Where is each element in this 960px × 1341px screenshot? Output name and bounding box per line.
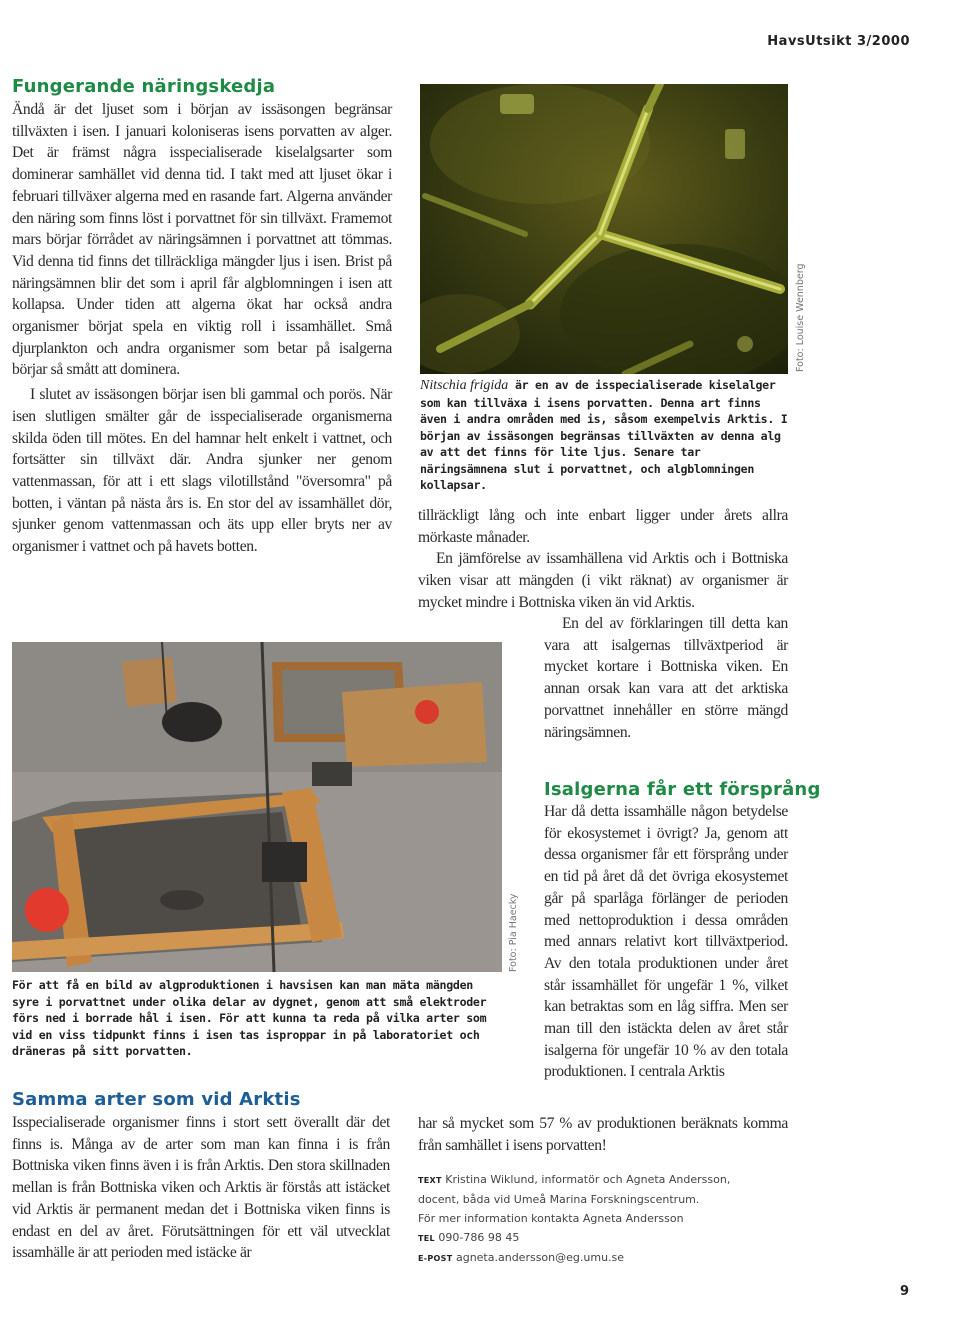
right-column-text-narrow	[544, 613, 788, 743]
section-heading-arktis: Samma arter som vid Arktis	[12, 1089, 301, 1110]
paragraph: tillräckligt lång och inte enbart ligger under årets allra mörkaste månader.	[418, 507, 788, 546]
phone-number: 090-786 98 45	[438, 1231, 520, 1244]
section-heading-forsprang: Isalgerna får ett försprång	[544, 779, 821, 800]
contact-line: För mer information kontakta Agneta Andersson	[418, 1212, 684, 1225]
section-naringskedja-body	[12, 99, 392, 558]
algae-caption	[420, 377, 792, 494]
paragraph: I slutet av issäsongen börjar isen bli gammal och porös. När isen slutligen smälter går de isspecialiserade organismerna skilda öden till mötes. En del hamnar helt enkelt i vattnet, och fortsätter sin tillväxt där. Andra sjunker ner genom vattenmassan, för att i ett slags vilotillstånd "översomra" på botten, i väntan på nästa års is. En stor del av issamhället dör, sjunker genom vattenmassan och äts upp eller bryts ner av organismer i vattnet och på havets botten.	[12, 386, 392, 556]
text-label: TEXT	[418, 1176, 442, 1185]
section-forsprang-narrow: Har då detta issamhälle någon betydelse för ekosystemet i övrigt? Ja, genom att dessa organismer får ett försprång under en tid på året då det övriga ekosystemet går på sparlåga förlänger de perioden med nettoproduktion i dessa områden med annars relativt kort tillväxtperiod. Av den totala produktionen under året står issamhället för ungefär 1 %, vilket kan betraktas som en låg siffra. Men ser man till den istäckta delen av året står isalgerna för ungefär 10 % av den totala produktionen. I centrala Arktis	[544, 803, 788, 1081]
experiment-photo	[12, 642, 502, 972]
right-column-text	[418, 505, 788, 614]
algae-micrograph	[420, 84, 788, 374]
email-label: E-POST	[418, 1254, 453, 1263]
tel-label: TEL	[418, 1234, 435, 1243]
paragraph: Ändå är det ljuset som i början av issäsongen begränsar tillväxten i isen. I januari koloniseras isens porvatten av alger. Det är främst några isspecialiserade kiselalgsarter som dominerar samhället vid denna tid. I takt med att ljuset ökar i februari tillväxer algerna med en rasande fart. Algerna använder den näring som finns löst i porvattnet för sin tillväxt. Framemot mars börjar förrådet av näringsämnen i porvattnet att tömmas. Vid denna tid finns det tillräckliga mängder ljus i isen. Brist på näringsämnen blir det som i april får algblomningen i isen att kollapsa. Under tiden att algerna ökat har också andra organismer börjat spela en viktig roll i issamhället. Små djurplankton och andra organismer som betar på isalgerna börjar så smått att dominera.	[12, 101, 392, 379]
photo-credit-experiment: Foto: Pia Haecky	[508, 893, 519, 972]
publication-header: HavsUtsikt 3/2000	[767, 34, 910, 49]
section-forsprang-wide: har så mycket som 57 % av produktionen beräknats komma från samhället i isens porvatten!	[418, 1115, 788, 1154]
caption-text: är en av de isspecialiserade kiselalger som kan tillväxa i isens porvatten. Denna art finns även i andra områden med is, såsom exempelvis Arktis. I början av issäsongen begränsas tillväxten av denna alg av att det finns för lite ljus. Senare tar näringsämnena slut i porvattnet, och algblomningen kollapsar.	[420, 378, 788, 492]
experiment-caption: För att få en bild av algproduktionen i havsisen kan man mäta mängden syre i porvattnet under olika delar av dygnet, genom att små elektroder förs ned i borrade hål i isen. För att kunna ta reda på vilka arter som vid en viss tidpunkt finns i isen tas isproppar in på laboratoriet och dräneras på sitt porvatten.	[12, 978, 487, 1058]
paragraph: En del av förklaringen till detta kan vara att isalgernas tillväxtperiod är mycket kortare i Bottniska viken. En annan orsak kan vara att det arktiska porvattnet innehåller en större mängd näringsämnen.	[544, 615, 788, 741]
photo-credit-algae: Foto: Louise Wennberg	[795, 263, 806, 372]
author-info	[418, 1170, 798, 1268]
section-heading-naringskedja: Fungerande näringskedja	[12, 76, 276, 97]
species-name: Nitschia frigida	[420, 378, 509, 393]
section-arktis-body: Isspecialiserade organismer finns i stort sett överallt där det finns is. Många av de arter som man kan finna i is från Bottniska viken finns även i is från Arktis. Den stora skillnaden mellan is från Bottniska viken och Arktis är förstås att istäcket vid Arktis är permanent medan det i Bottniska viken finns is endast en del av året. Förutsättningen för ett väl utvecklat issamhälle är att perioden med istäcke är	[12, 1114, 390, 1262]
paragraph: En jämförelse av issamhällena vid Arktis och i Bottniska viken visar att mängden (i vikt räknat) av organismer är mycket mindre i Bottniska viken än vid Arktis.	[418, 550, 788, 611]
authors-affiliation: docent, båda vid Umeå Marina Forskningscentrum.	[418, 1193, 700, 1206]
page-number: 9	[900, 1284, 910, 1299]
authors: Kristina Wiklund, informatör och Agneta Andersson,	[445, 1173, 731, 1186]
email-address[interactable]: agneta.andersson@eg.umu.se	[455, 1251, 625, 1264]
